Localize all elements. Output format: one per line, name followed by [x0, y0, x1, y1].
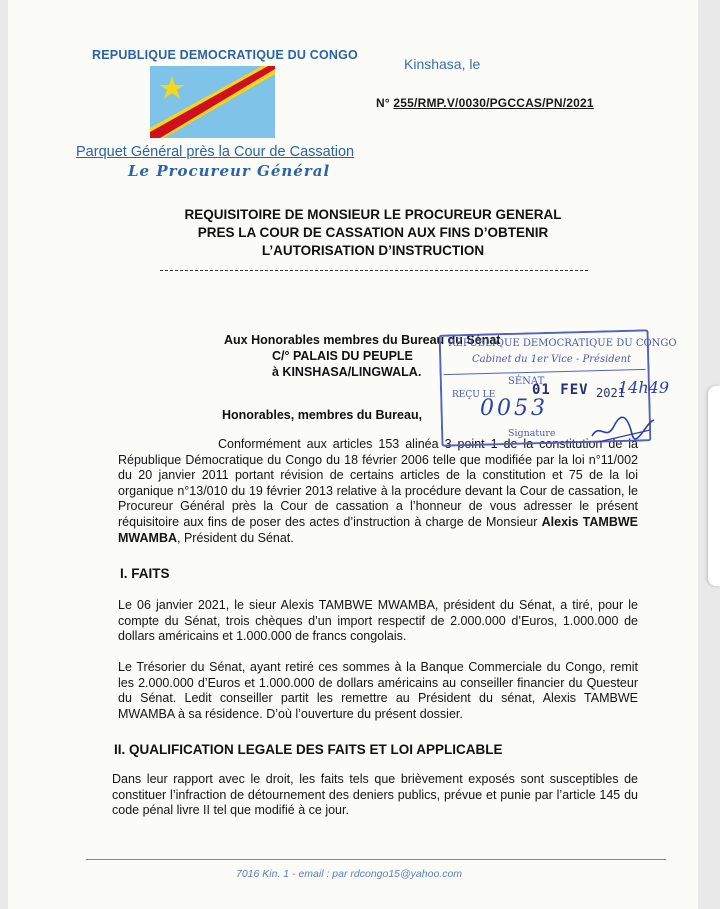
stamp-number: 0053 [480, 396, 548, 421]
intro-paragraph [118, 437, 638, 546]
place-date: Kinshasa, le [404, 56, 481, 72]
footer-contact: 7016 Kin. 1 - email : par rdcongo15@yahoo.com [236, 868, 463, 880]
title-line-3: L’AUTORISATION D’INSTRUCTION [261, 243, 485, 258]
intro-text: Conformément aux articles 153 alinéa 3 point 1 de la constitution de la République Démocratique du Congo du 18 février 2006 telle que modifiée par la loi n°11/002 du 20 janvier 2011 portant révision de certains articles de la constitution et 75 de la loi organique n°13/010 du 19 février 2013 relative à la procédure devant la Cour de cassation, le Procureur Général près la Cour de cassation a l’honneur de vous adresser le présent réquisitoire aux fins de poser des actes d’instruction à charge de Monsieur [118, 437, 638, 529]
addressee-line-3: à KINSHASA/LINGWALA. [272, 365, 422, 379]
title-line-2: PRES LA COUR DE CASSATION AUX FINS D’OBTENIR [197, 225, 549, 240]
reference-label: N° [376, 96, 390, 110]
reference-value: 255/RMP.V/0030/PGCCAS/PN/2021 [393, 96, 594, 110]
document-title [158, 206, 588, 260]
intro-text-end: , Président du Sénat. [177, 530, 294, 545]
stamp-line-3: SÉNAT [508, 376, 545, 387]
footer-divider [86, 859, 666, 860]
stamp-signature-label: Signature [508, 428, 556, 439]
addressee-line-1: Aux Honorables membres du Bureau du Sénat [224, 333, 501, 347]
section-heading-law: II. QUALIFICATION LEGALE DES FAITS ET LOI APPLICABLE [114, 742, 503, 757]
handwritten-signature [588, 412, 658, 448]
stamp-date: 01 FEV [532, 382, 589, 398]
law-paragraph-1: Dans leur rapport avec le droit, les faits tels que brièvement exposés sont susceptibles de constituer l’infraction de détournement des deniers publics, prévue et punie par l’article 145 du code pénal livre II tel que modifié à ce jour. [112, 772, 638, 818]
accused-name: Alexis TAMBWE MWAMBA [118, 514, 638, 545]
header-block [90, 48, 360, 62]
signatory-title: Le Procureur Général [128, 162, 331, 180]
office-name: Parquet Général près la Cour de Cassation [76, 144, 355, 160]
document-page [8, 0, 698, 909]
facts-paragraph-1: Le 06 janvier 2021, le sieur Alexis TAMBWE MWAMBA, président du Sénat, a tiré, pour le compte du Sénat, trois chèques d’un import respectif de 2.000.000 d’Euros, 1.000.000 de dollars américains et 1.000.000 de francs congolais. [118, 598, 638, 644]
stamp-received-label: REÇU LE [452, 390, 496, 400]
stamp-time: 14h49 [618, 378, 670, 397]
addressee-line-2: C/° PALAIS DU PEUPLE [272, 349, 413, 363]
stamp-year: 2021 [596, 386, 625, 400]
facts-paragraph-2: Le Trésorier du Sénat, ayant retiré ces sommes à la Banque Commerciale du Congo, remit les 2.000.000 d’Euros et 1.000.000 de dollars américains au conseiller financier du Questeur du Sénat. Ledit conseiller partit les remettre au Président du sénat, Alexis TAMBWE MWAMBA à sa résidence. D’où l’ouverture du présent dossier. [118, 660, 638, 721]
republic-name: REPUBLIQUE DEMOCRATIQUE DU CONGO [92, 48, 358, 62]
drc-flag [150, 66, 275, 138]
title-separator [160, 270, 588, 271]
side-scroll-handle[interactable] [708, 386, 720, 586]
section-heading-facts: I. FAITS [120, 566, 170, 581]
stamp-line-1: REPUBLIQUE DEMOCRATIQUE DU CONGO [448, 338, 677, 349]
reference-number [376, 96, 594, 110]
stamp-line-2: Cabinet du 1er Vice - Président [472, 354, 632, 365]
greeting: Honorables, membres du Bureau, [222, 408, 423, 422]
title-line-1: REQUISITOIRE DE MONSIEUR LE PROCUREUR GENERAL [184, 207, 562, 222]
